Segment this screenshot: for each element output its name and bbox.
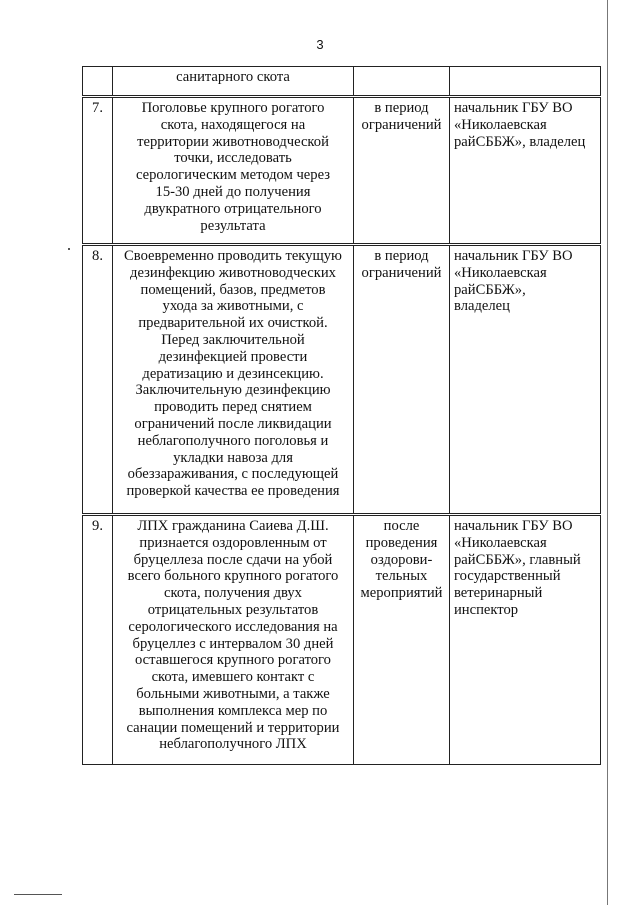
table-row — [83, 67, 601, 97]
responsible-cell: начальник ГБУ ВО «Николаевская райСББЖ», главный государственный ветеринарный инспектор — [450, 515, 601, 765]
scan-artifact-dot — [68, 248, 70, 250]
responsible-cell: начальник ГБУ ВО «Николаевская райСББЖ», владелец — [450, 245, 601, 515]
footnote-rule — [14, 894, 62, 895]
row-number-cell: 9. — [83, 515, 113, 765]
measures-table — [82, 66, 601, 765]
row-number-cell: 8. — [83, 245, 113, 515]
term-cell — [354, 67, 450, 97]
responsible-cell: начальник ГБУ ВО «Николаевская райСББЖ», владелец — [450, 97, 601, 245]
measure-cell: Своевременно проводить текущую дезинфекцию животноводческих помещений, базов, предметов ухода за животными, с предварительной их очисткой. Перед заключительной дезинфекцией провести дератизацию и дезинсекцию. Заключительную дезинфекцию проводить перед снятием ограничений после ликвидации неблагополучного поголовья и укладки навоза для обеззараживания, с последующей проверкой качества ее проведения — [113, 245, 354, 515]
measure-cell: Поголовье крупного рогатого скота, находящегося на территории животноводческой точки, исследовать серологическим методом через 15-30 дней до получения двукратного отрицательного результата — [113, 97, 354, 245]
page-number: 3 — [316, 37, 324, 52]
row-number-cell: 7. — [83, 97, 113, 245]
term-cell: после проведения оздорови- тельных мероприятий — [354, 515, 450, 765]
measure-cell: санитарного скота — [113, 67, 354, 97]
term-cell: в период ограничений — [354, 97, 450, 245]
term-cell: в период ограничений — [354, 245, 450, 515]
scan-edge-line — [607, 0, 608, 905]
row-number-cell — [83, 67, 113, 97]
measure-cell: ЛПХ гражданина Саиева Д.Ш. признается оздоровленным от бруцеллеза после сдачи на убой всего больного крупного рогатого скота, получения двух отрицательных результатов серологического исследования на бруцеллез с интервалом 30 дней оставшегося крупного рогатого скота, имевшего контакт с больными животными, а также выполнения комплекса мер по санации помещений и территории неблагополучного ЛПХ — [113, 515, 354, 765]
responsible-cell — [450, 67, 601, 97]
table-row — [83, 97, 601, 245]
table-row — [83, 515, 601, 765]
table-row — [83, 245, 601, 515]
